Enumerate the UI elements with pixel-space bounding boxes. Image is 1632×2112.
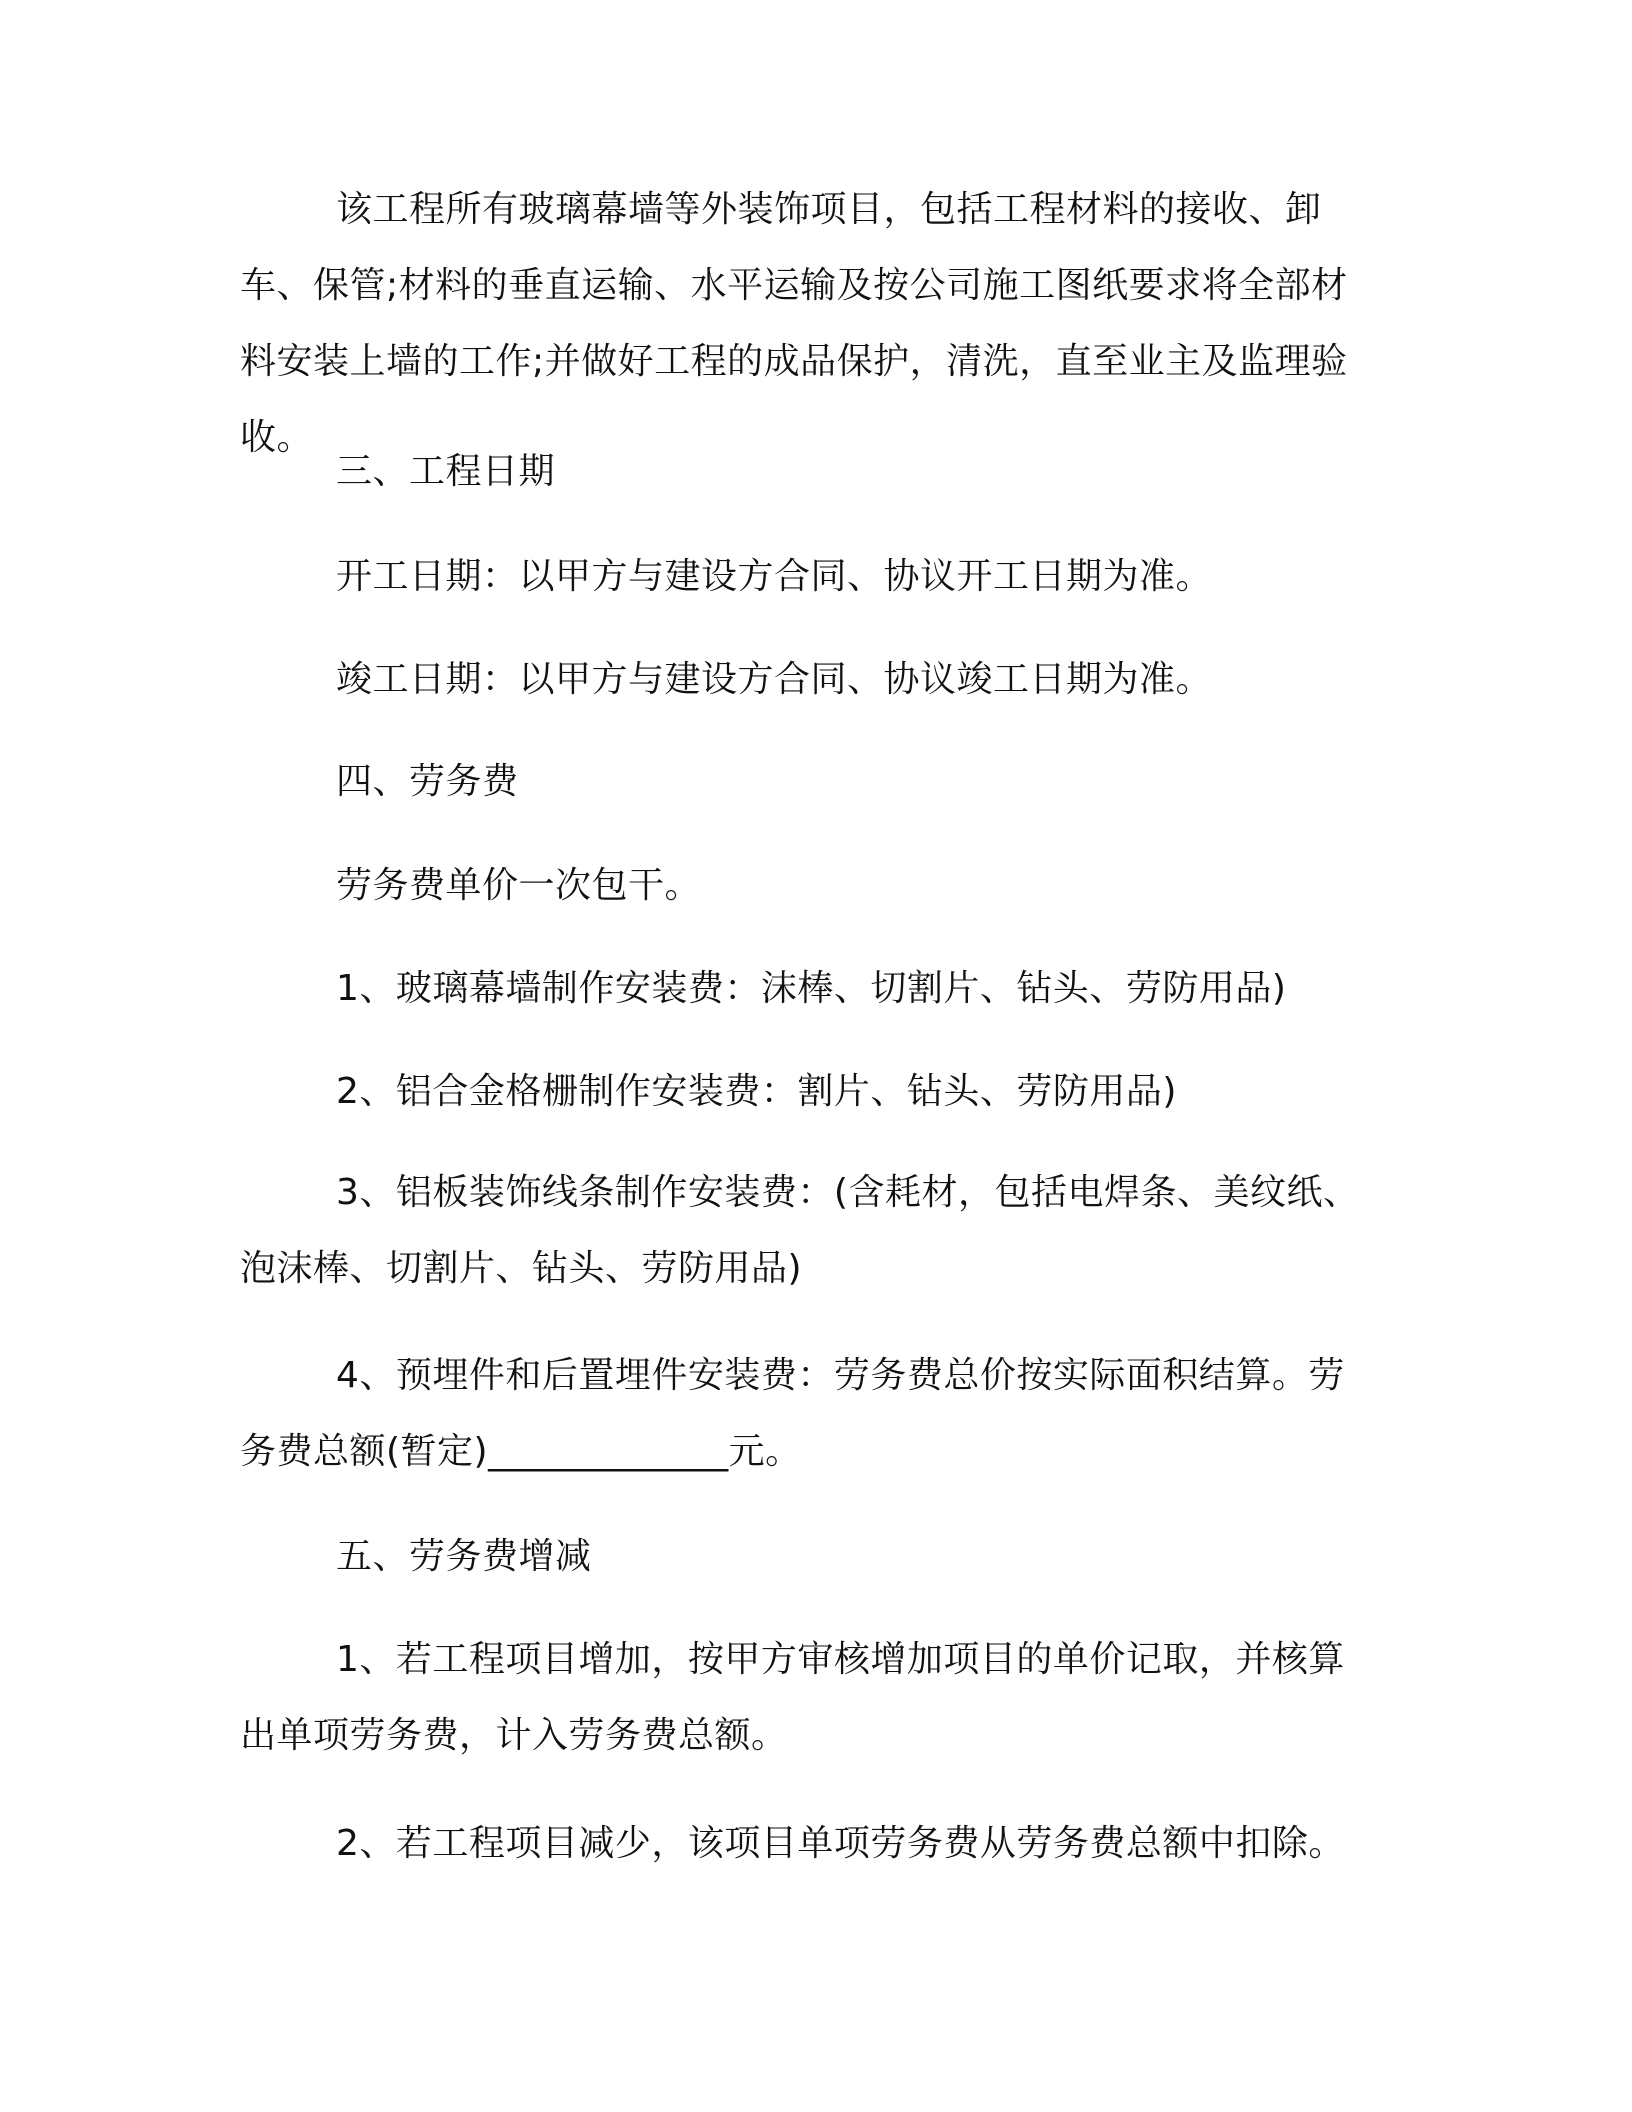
heading-project-dates: 三、工程日期 <box>336 451 556 492</box>
list-item-embedded-parts: 4、预埋件和后置埋件安装费：劳务费总价按实际面积结算。劳务费总额(暂定)_____________元。 <box>240 1355 1345 1472</box>
paragraph-start-date: 开工日期：以甲方与建设方合同、协议开工日期为准。 <box>336 556 1213 597</box>
paragraph-completion-date: 竣工日期：以甲方与建设方合同、协议竣工日期为准。 <box>336 659 1213 700</box>
list-item-aluminum-grille: 2、铝合金格栅制作安装费：割片、钻头、劳防用品) <box>336 1071 1177 1112</box>
heading-fee-adjustment: 五、劳务费增减 <box>336 1536 592 1577</box>
list-item-glass-curtain-wall: 1、玻璃幕墙制作安装费：沫棒、切割片、钻头、劳防用品) <box>336 968 1287 1009</box>
paragraph-scope-of-work: 该工程所有玻璃幕墙等外装饰项目，包括工程材料的接收、卸车、保管;材料的垂直运输、水平运输及按公司施工图纸要求将全部材料安装上墙的工作;并做好工程的成品保护，清洗，直至业主及监理验收。 <box>240 189 1348 458</box>
list-item-aluminum-trim: 3、铝板装饰线条制作安装费：(含耗材，包括电焊条、美纹纸、泡沫棒、切割片、钻头、劳防用品) <box>240 1172 1360 1289</box>
list-item-project-increase: 1、若工程项目增加，按甲方审核增加项目的单价记取，并核算出单项劳务费，计入劳务费总额。 <box>240 1639 1345 1756</box>
heading-labor-fee: 四、劳务费 <box>336 761 519 802</box>
paragraph-lump-sum: 劳务费单价一次包干。 <box>336 865 702 906</box>
list-item-project-decrease: 2、若工程项目减少，该项目单项劳务费从劳务费总额中扣除。 <box>336 1823 1345 1864</box>
